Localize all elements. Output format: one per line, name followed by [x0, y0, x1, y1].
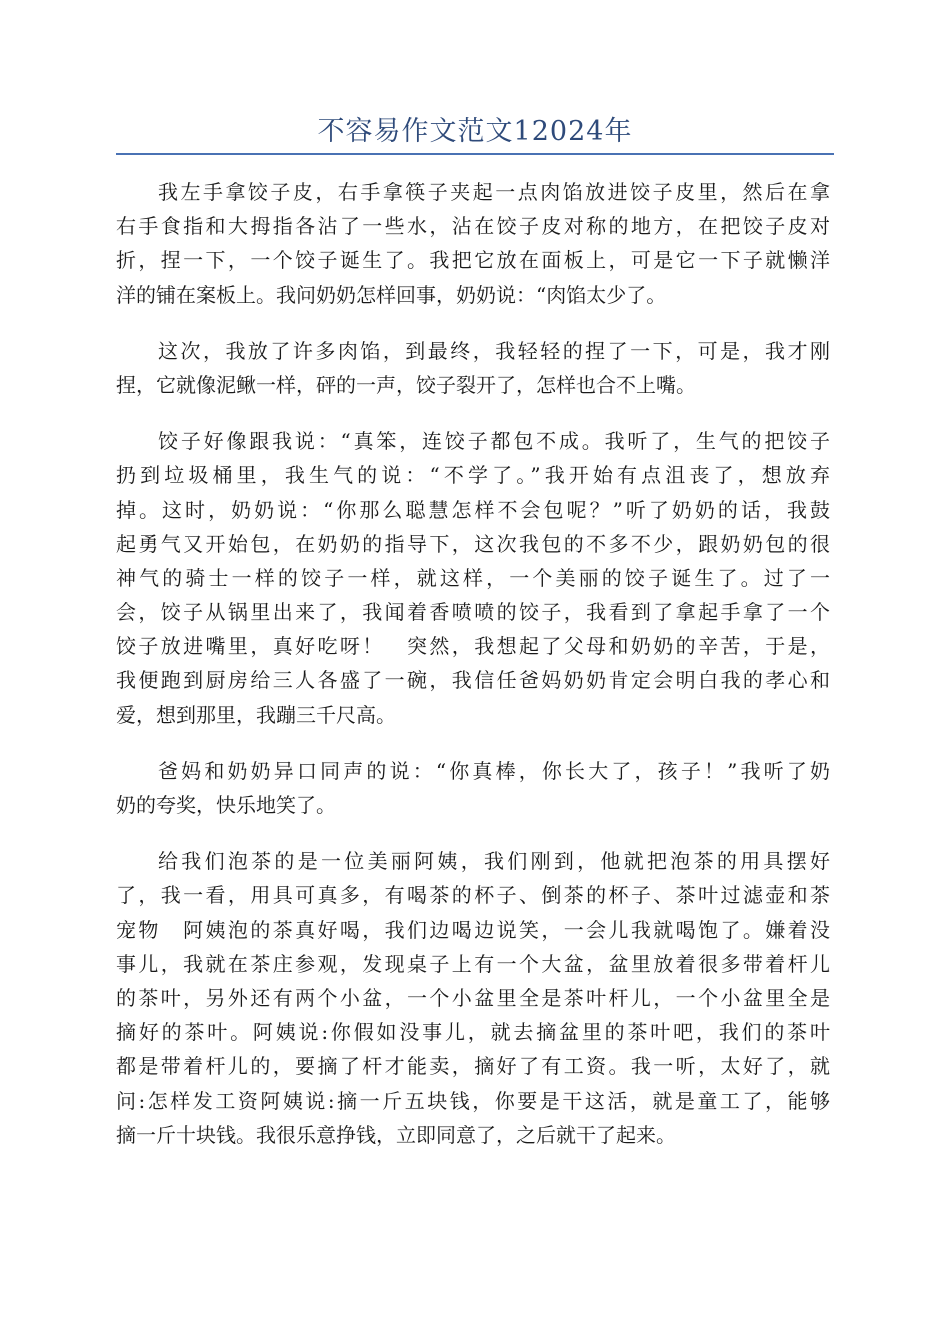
paragraph: [116, 424, 830, 732]
text-line: 事儿，我就在茶庄参观，发现桌子上有一个大盆，盆里放着很多带着杆儿: [116, 951, 830, 976]
text-line: 扔到垃圾桶里，我生气的说：“不学了。”我开始有点沮丧了，想放弃: [116, 463, 830, 488]
text-line: 我便跑到厨房给三人各盛了一碗，我信任爸妈奶奶肯定会明白我的孝心和: [116, 668, 830, 693]
text-line: 都是带着杆儿的，要摘了杆才能卖，摘好了有工资。我一听，太好了，就: [116, 1054, 830, 1079]
text-line: 饺子放进嘴里，真好吃呀！ 突然，我想起了父母和奶奶的辛苦，于是，: [116, 634, 830, 659]
text-line: 宠物 阿姨泡的茶真好喝，我们边喝边说笑，一会儿我就喝饱了。嫌着没: [116, 917, 830, 942]
text-line: 这次，我放了许多肉馅，到最终，我轻轻的捏了一下，可是，我才刚: [158, 338, 830, 363]
text-line: 会，饺子从锅里出来了，我闻着香喷喷的饺子，我看到了拿起手拿了一个: [116, 600, 830, 625]
text-line: 折，捏一下，一个饺子诞生了。我把它放在面板上，可是它一下子就懒洋: [116, 248, 830, 273]
text-line: 我左手拿饺子皮，右手拿筷子夹起一点肉馅放进饺子皮里，然后在拿: [158, 180, 830, 204]
text-line: 掉。这时，奶奶说：“你那么聪慧怎样不会包呢？”听了奶奶的话，我鼓: [116, 497, 830, 522]
text-line: 洋的铺在案板上。我问奶奶怎样回事，奶奶说：“肉馅太少了。: [116, 282, 667, 307]
text-line: 捏，它就像泥鳅一样，砰的一声，饺子裂开了，怎样也合不上嘴。: [116, 372, 696, 397]
text-line: 摘一斤十块钱。我很乐意挣钱，立即同意了，之后就干了起来。: [116, 1122, 676, 1147]
title-underline: [116, 153, 834, 155]
text-line: 了，我一看，用具可真多，有喝茶的杯子、倒茶的杯子、茶叶过滤壶和茶: [116, 883, 830, 908]
text-line: 爱，想到那里，我蹦三千尺高。: [116, 702, 396, 727]
text-line: 起勇气又开始包，在奶奶的指导下，这次我包的不多不少，跟奶奶包的很: [116, 531, 830, 556]
text-line: 爸妈和奶奶异口同声的说：“你真棒，你长大了，孩子！”我听了奶: [158, 758, 830, 783]
document-body: [116, 175, 830, 1174]
document-title: 不容易作文范文12024年: [317, 116, 633, 147]
paragraph: [116, 754, 830, 822]
text-line: 的茶叶，另外还有两个小盆，一个小盆里全是茶叶杆儿，一个小盆里全是: [116, 985, 830, 1010]
paragraph: [116, 844, 830, 1152]
text-line: 神气的骑士一样的饺子一样，就这样，一个美丽的饺子诞生了。过了一: [116, 565, 830, 590]
text-line: 问:怎样发工资阿姨说:摘一斤五块钱，你要是干这活，就是童工了，能够: [116, 1088, 830, 1113]
text-line: 右手食指和大拇指各沾了一些水，沾在饺子皮对称的地方，在把饺子皮对: [116, 214, 830, 239]
paragraph: [116, 175, 830, 312]
text-line: 饺子好像跟我说：“真笨，连饺子都包不成。我听了，生气的把饺子: [158, 429, 830, 454]
text-line: 摘好的茶叶。阿姨说:你假如没事儿，就去摘盆里的茶叶吧，我们的茶叶: [116, 1020, 830, 1045]
text-line: 给我们泡茶的是一位美丽阿姨，我们刚到，他就把泡茶的用具摆好: [158, 849, 830, 874]
text-line: 奶的夸奖，快乐地笑了。: [116, 793, 336, 817]
paragraph: [116, 334, 830, 402]
